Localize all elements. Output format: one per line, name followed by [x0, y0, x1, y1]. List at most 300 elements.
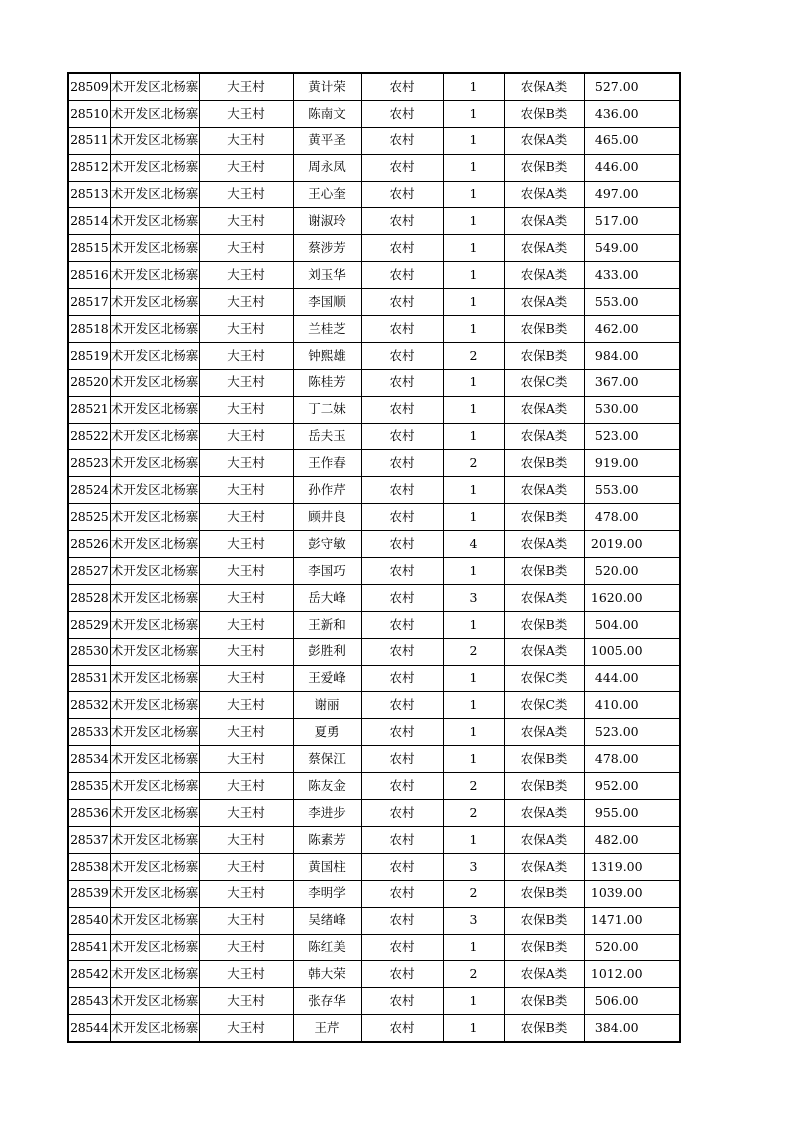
record-id-cell: 28542: [68, 961, 110, 988]
district-cell: 术开发区北杨寨: [110, 127, 199, 154]
member-count-cell: 2: [443, 342, 504, 369]
name-cell: 李进步: [293, 800, 361, 827]
member-count-cell: 1: [443, 1015, 504, 1042]
insurance-class-cell: 农保B类: [504, 154, 584, 181]
district-cell: 术开发区北杨寨: [110, 423, 199, 450]
district-cell: 术开发区北杨寨: [110, 100, 199, 127]
member-count-cell: 1: [443, 477, 504, 504]
household-type-cell: 农村: [361, 907, 443, 934]
district-cell: 术开发区北杨寨: [110, 316, 199, 343]
village-cell: 大王村: [199, 342, 293, 369]
district-cell: 术开发区北杨寨: [110, 181, 199, 208]
insurance-class-cell: 农保A类: [504, 638, 584, 665]
name-cell: 孙作芹: [293, 477, 361, 504]
member-count-cell: 1: [443, 396, 504, 423]
record-id-cell: 28510: [68, 100, 110, 127]
village-cell: 大王村: [199, 235, 293, 262]
district-cell: 术开发区北杨寨: [110, 746, 199, 773]
member-count-cell: 1: [443, 988, 504, 1015]
record-id-cell: 28524: [68, 477, 110, 504]
district-cell: 术开发区北杨寨: [110, 1015, 199, 1042]
record-id-cell: 28511: [68, 127, 110, 154]
member-count-cell: 1: [443, 208, 504, 235]
household-type-cell: 农村: [361, 73, 443, 100]
name-cell: 钟熙雄: [293, 342, 361, 369]
member-count-cell: 1: [443, 826, 504, 853]
record-id-cell: 28527: [68, 558, 110, 585]
table-row: [68, 477, 680, 504]
name-cell: 韩大荣: [293, 961, 361, 988]
record-id-cell: 28535: [68, 773, 110, 800]
amount-cell: 517.00: [584, 208, 680, 235]
table-row: [68, 800, 680, 827]
table-row: [68, 558, 680, 585]
name-cell: 谢丽: [293, 692, 361, 719]
name-cell: 夏勇: [293, 719, 361, 746]
amount-cell: 955.00: [584, 800, 680, 827]
record-id-cell: 28534: [68, 746, 110, 773]
village-cell: 大王村: [199, 154, 293, 181]
name-cell: 周永凤: [293, 154, 361, 181]
table-row: [68, 773, 680, 800]
village-cell: 大王村: [199, 316, 293, 343]
household-type-cell: 农村: [361, 396, 443, 423]
village-cell: 大王村: [199, 477, 293, 504]
record-id-cell: 28529: [68, 611, 110, 638]
member-count-cell: 1: [443, 262, 504, 289]
household-type-cell: 农村: [361, 289, 443, 316]
record-id-cell: 28526: [68, 531, 110, 558]
amount-cell: 520.00: [584, 558, 680, 585]
amount-cell: 367.00: [584, 369, 680, 396]
insurance-class-cell: 农保A类: [504, 208, 584, 235]
table-row: [68, 181, 680, 208]
insurance-class-cell: 农保B类: [504, 558, 584, 585]
name-cell: 王芹: [293, 1015, 361, 1042]
amount-cell: 482.00: [584, 826, 680, 853]
village-cell: 大王村: [199, 369, 293, 396]
record-id-cell: 28530: [68, 638, 110, 665]
member-count-cell: 1: [443, 423, 504, 450]
village-cell: 大王村: [199, 127, 293, 154]
household-type-cell: 农村: [361, 800, 443, 827]
name-cell: 黄计荣: [293, 73, 361, 100]
table-row: [68, 880, 680, 907]
record-id-cell: 28541: [68, 934, 110, 961]
table-row: [68, 369, 680, 396]
name-cell: 丁二妹: [293, 396, 361, 423]
name-cell: 王心奎: [293, 181, 361, 208]
name-cell: 王爱峰: [293, 665, 361, 692]
record-id-cell: 28525: [68, 504, 110, 531]
insurance-class-cell: 农保B类: [504, 342, 584, 369]
member-count-cell: 1: [443, 665, 504, 692]
district-cell: 术开发区北杨寨: [110, 934, 199, 961]
household-type-cell: 农村: [361, 531, 443, 558]
household-type-cell: 农村: [361, 127, 443, 154]
table-row: [68, 692, 680, 719]
name-cell: 陈友金: [293, 773, 361, 800]
amount-cell: 444.00: [584, 665, 680, 692]
household-type-cell: 农村: [361, 235, 443, 262]
table-row: [68, 719, 680, 746]
insurance-class-cell: 农保B类: [504, 1015, 584, 1042]
name-cell: 黄平圣: [293, 127, 361, 154]
record-id-cell: 28537: [68, 826, 110, 853]
amount-cell: 1471.00: [584, 907, 680, 934]
village-cell: 大王村: [199, 773, 293, 800]
insurance-class-cell: 农保A类: [504, 73, 584, 100]
village-cell: 大王村: [199, 692, 293, 719]
amount-cell: 506.00: [584, 988, 680, 1015]
household-type-cell: 农村: [361, 100, 443, 127]
amount-cell: 410.00: [584, 692, 680, 719]
record-id-cell: 28539: [68, 880, 110, 907]
district-cell: 术开发区北杨寨: [110, 154, 199, 181]
insurance-class-cell: 农保A类: [504, 961, 584, 988]
household-type-cell: 农村: [361, 1015, 443, 1042]
village-cell: 大王村: [199, 907, 293, 934]
insurance-class-cell: 农保A类: [504, 719, 584, 746]
table-row: [68, 262, 680, 289]
table-row: [68, 907, 680, 934]
member-count-cell: 1: [443, 181, 504, 208]
amount-cell: 497.00: [584, 181, 680, 208]
insurance-class-cell: 农保B类: [504, 611, 584, 638]
district-cell: 术开发区北杨寨: [110, 692, 199, 719]
insurance-class-cell: 农保B类: [504, 773, 584, 800]
amount-cell: 527.00: [584, 73, 680, 100]
household-type-cell: 农村: [361, 477, 443, 504]
insurance-class-cell: 农保C类: [504, 665, 584, 692]
insurance-class-cell: 农保C类: [504, 692, 584, 719]
amount-cell: 553.00: [584, 289, 680, 316]
record-id-cell: 28523: [68, 450, 110, 477]
amount-cell: 478.00: [584, 504, 680, 531]
name-cell: 顾井良: [293, 504, 361, 531]
name-cell: 陈红美: [293, 934, 361, 961]
table-row: [68, 342, 680, 369]
member-count-cell: 1: [443, 316, 504, 343]
village-cell: 大王村: [199, 531, 293, 558]
amount-cell: 504.00: [584, 611, 680, 638]
name-cell: 兰桂芝: [293, 316, 361, 343]
member-count-cell: 2: [443, 880, 504, 907]
record-id-cell: 28522: [68, 423, 110, 450]
data-table: [67, 72, 681, 1043]
record-id-cell: 28543: [68, 988, 110, 1015]
table-row: [68, 638, 680, 665]
village-cell: 大王村: [199, 423, 293, 450]
household-type-cell: 农村: [361, 746, 443, 773]
district-cell: 术开发区北杨寨: [110, 450, 199, 477]
insurance-class-cell: 农保B类: [504, 746, 584, 773]
table-row: [68, 423, 680, 450]
member-count-cell: 1: [443, 719, 504, 746]
district-cell: 术开发区北杨寨: [110, 638, 199, 665]
table-row: [68, 450, 680, 477]
member-count-cell: 1: [443, 127, 504, 154]
record-id-cell: 28532: [68, 692, 110, 719]
district-cell: 术开发区北杨寨: [110, 504, 199, 531]
amount-cell: 478.00: [584, 746, 680, 773]
insurance-class-cell: 农保B类: [504, 504, 584, 531]
insurance-class-cell: 农保C类: [504, 369, 584, 396]
member-count-cell: 2: [443, 773, 504, 800]
household-type-cell: 农村: [361, 584, 443, 611]
member-count-cell: 1: [443, 73, 504, 100]
member-count-cell: 2: [443, 961, 504, 988]
amount-cell: 446.00: [584, 154, 680, 181]
district-cell: 术开发区北杨寨: [110, 584, 199, 611]
amount-cell: 465.00: [584, 127, 680, 154]
name-cell: 蔡涉芳: [293, 235, 361, 262]
village-cell: 大王村: [199, 961, 293, 988]
table-row: [68, 127, 680, 154]
insurance-class-cell: 农保A类: [504, 423, 584, 450]
district-cell: 术开发区北杨寨: [110, 342, 199, 369]
household-type-cell: 农村: [361, 316, 443, 343]
amount-cell: 952.00: [584, 773, 680, 800]
village-cell: 大王村: [199, 1015, 293, 1042]
household-type-cell: 农村: [361, 665, 443, 692]
insurance-class-cell: 农保A类: [504, 235, 584, 262]
amount-cell: 1039.00: [584, 880, 680, 907]
village-cell: 大王村: [199, 934, 293, 961]
record-id-cell: 28517: [68, 289, 110, 316]
household-type-cell: 农村: [361, 504, 443, 531]
table-row: [68, 853, 680, 880]
district-cell: 术开发区北杨寨: [110, 208, 199, 235]
insurance-class-cell: 农保A类: [504, 396, 584, 423]
table-row: [68, 961, 680, 988]
insurance-class-cell: 农保A类: [504, 127, 584, 154]
table-row: [68, 289, 680, 316]
record-id-cell: 28515: [68, 235, 110, 262]
insurance-class-cell: 农保A类: [504, 531, 584, 558]
village-cell: 大王村: [199, 262, 293, 289]
amount-cell: 523.00: [584, 423, 680, 450]
household-type-cell: 农村: [361, 423, 443, 450]
table-body: [68, 73, 680, 1042]
name-cell: 王作春: [293, 450, 361, 477]
amount-cell: 530.00: [584, 396, 680, 423]
district-cell: 术开发区北杨寨: [110, 853, 199, 880]
member-count-cell: 1: [443, 154, 504, 181]
household-type-cell: 农村: [361, 880, 443, 907]
member-count-cell: 1: [443, 692, 504, 719]
name-cell: 蔡保江: [293, 746, 361, 773]
name-cell: 刘玉华: [293, 262, 361, 289]
name-cell: 陈南文: [293, 100, 361, 127]
village-cell: 大王村: [199, 504, 293, 531]
village-cell: 大王村: [199, 100, 293, 127]
district-cell: 术开发区北杨寨: [110, 665, 199, 692]
amount-cell: 433.00: [584, 262, 680, 289]
member-count-cell: 1: [443, 558, 504, 585]
table-row: [68, 100, 680, 127]
member-count-cell: 2: [443, 450, 504, 477]
household-type-cell: 农村: [361, 826, 443, 853]
village-cell: 大王村: [199, 396, 293, 423]
household-type-cell: 农村: [361, 342, 443, 369]
household-type-cell: 农村: [361, 369, 443, 396]
name-cell: 陈素芳: [293, 826, 361, 853]
record-id-cell: 28544: [68, 1015, 110, 1042]
district-cell: 术开发区北杨寨: [110, 531, 199, 558]
amount-cell: 553.00: [584, 477, 680, 504]
village-cell: 大王村: [199, 638, 293, 665]
village-cell: 大王村: [199, 853, 293, 880]
member-count-cell: 4: [443, 531, 504, 558]
household-type-cell: 农村: [361, 719, 443, 746]
insurance-class-cell: 农保B类: [504, 100, 584, 127]
amount-cell: 984.00: [584, 342, 680, 369]
member-count-cell: 1: [443, 746, 504, 773]
district-cell: 术开发区北杨寨: [110, 719, 199, 746]
household-type-cell: 农村: [361, 154, 443, 181]
district-cell: 术开发区北杨寨: [110, 558, 199, 585]
district-cell: 术开发区北杨寨: [110, 396, 199, 423]
district-cell: 术开发区北杨寨: [110, 611, 199, 638]
district-cell: 术开发区北杨寨: [110, 880, 199, 907]
district-cell: 术开发区北杨寨: [110, 369, 199, 396]
household-type-cell: 农村: [361, 692, 443, 719]
village-cell: 大王村: [199, 746, 293, 773]
amount-cell: 1620.00: [584, 584, 680, 611]
amount-cell: 384.00: [584, 1015, 680, 1042]
record-id-cell: 28519: [68, 342, 110, 369]
table-row: [68, 988, 680, 1015]
table-row: [68, 584, 680, 611]
member-count-cell: 1: [443, 504, 504, 531]
record-id-cell: 28513: [68, 181, 110, 208]
insurance-class-cell: 农保A类: [504, 477, 584, 504]
insurance-class-cell: 农保A类: [504, 826, 584, 853]
village-cell: 大王村: [199, 584, 293, 611]
household-type-cell: 农村: [361, 262, 443, 289]
insurance-class-cell: 农保B类: [504, 934, 584, 961]
district-cell: 术开发区北杨寨: [110, 826, 199, 853]
district-cell: 术开发区北杨寨: [110, 289, 199, 316]
name-cell: 岳大峰: [293, 584, 361, 611]
table-row: [68, 746, 680, 773]
amount-cell: 1319.00: [584, 853, 680, 880]
record-id-cell: 28533: [68, 719, 110, 746]
table-row: [68, 611, 680, 638]
insurance-class-cell: 农保A类: [504, 289, 584, 316]
village-cell: 大王村: [199, 665, 293, 692]
member-count-cell: 1: [443, 611, 504, 638]
table-row: [68, 665, 680, 692]
table-row: [68, 73, 680, 100]
village-cell: 大王村: [199, 719, 293, 746]
amount-cell: 520.00: [584, 934, 680, 961]
insurance-class-cell: 农保B类: [504, 450, 584, 477]
insurance-class-cell: 农保B类: [504, 880, 584, 907]
amount-cell: 2019.00: [584, 531, 680, 558]
amount-cell: 462.00: [584, 316, 680, 343]
household-type-cell: 农村: [361, 450, 443, 477]
table-row: [68, 531, 680, 558]
household-type-cell: 农村: [361, 773, 443, 800]
member-count-cell: 1: [443, 934, 504, 961]
district-cell: 术开发区北杨寨: [110, 235, 199, 262]
name-cell: 彭胜利: [293, 638, 361, 665]
household-type-cell: 农村: [361, 961, 443, 988]
insurance-class-cell: 农保A类: [504, 584, 584, 611]
name-cell: 李国顺: [293, 289, 361, 316]
household-type-cell: 农村: [361, 208, 443, 235]
village-cell: 大王村: [199, 558, 293, 585]
record-id-cell: 28514: [68, 208, 110, 235]
insurance-class-cell: 农保B类: [504, 316, 584, 343]
name-cell: 王新和: [293, 611, 361, 638]
amount-cell: 549.00: [584, 235, 680, 262]
household-type-cell: 农村: [361, 988, 443, 1015]
amount-cell: 436.00: [584, 100, 680, 127]
household-type-cell: 农村: [361, 611, 443, 638]
table-row: [68, 934, 680, 961]
village-cell: 大王村: [199, 880, 293, 907]
district-cell: 术开发区北杨寨: [110, 477, 199, 504]
household-type-cell: 农村: [361, 638, 443, 665]
member-count-cell: 1: [443, 369, 504, 396]
name-cell: 黄国柱: [293, 853, 361, 880]
district-cell: 术开发区北杨寨: [110, 800, 199, 827]
record-id-cell: 28531: [68, 665, 110, 692]
insurance-class-cell: 农保B类: [504, 988, 584, 1015]
table-row: [68, 316, 680, 343]
household-type-cell: 农村: [361, 181, 443, 208]
member-count-cell: 3: [443, 907, 504, 934]
household-type-cell: 农村: [361, 853, 443, 880]
amount-cell: 1005.00: [584, 638, 680, 665]
table-row: [68, 1015, 680, 1042]
village-cell: 大王村: [199, 988, 293, 1015]
insurance-class-cell: 农保A类: [504, 181, 584, 208]
member-count-cell: 1: [443, 235, 504, 262]
district-cell: 术开发区北杨寨: [110, 73, 199, 100]
household-type-cell: 农村: [361, 558, 443, 585]
household-type-cell: 农村: [361, 934, 443, 961]
insurance-class-cell: 农保B类: [504, 907, 584, 934]
name-cell: 张存华: [293, 988, 361, 1015]
district-cell: 术开发区北杨寨: [110, 961, 199, 988]
village-cell: 大王村: [199, 826, 293, 853]
amount-cell: 919.00: [584, 450, 680, 477]
table-row: [68, 826, 680, 853]
amount-cell: 523.00: [584, 719, 680, 746]
district-cell: 术开发区北杨寨: [110, 988, 199, 1015]
village-cell: 大王村: [199, 611, 293, 638]
name-cell: 彭守敏: [293, 531, 361, 558]
table-row: [68, 154, 680, 181]
amount-cell: 1012.00: [584, 961, 680, 988]
village-cell: 大王村: [199, 181, 293, 208]
member-count-cell: 1: [443, 289, 504, 316]
village-cell: 大王村: [199, 73, 293, 100]
name-cell: 陈桂芳: [293, 369, 361, 396]
member-count-cell: 2: [443, 638, 504, 665]
district-cell: 术开发区北杨寨: [110, 262, 199, 289]
record-id-cell: 28540: [68, 907, 110, 934]
table-row: [68, 504, 680, 531]
district-cell: 术开发区北杨寨: [110, 773, 199, 800]
village-cell: 大王村: [199, 289, 293, 316]
district-cell: 术开发区北杨寨: [110, 907, 199, 934]
record-id-cell: 28538: [68, 853, 110, 880]
